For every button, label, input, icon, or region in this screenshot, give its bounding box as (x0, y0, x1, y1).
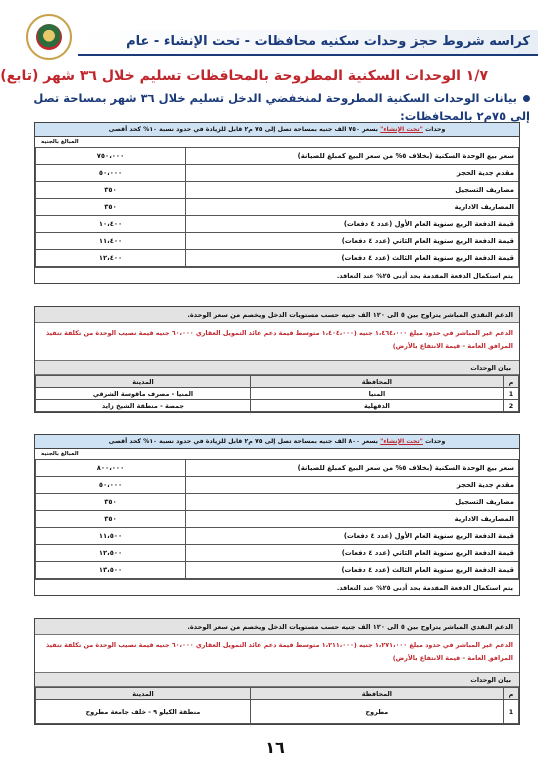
indirect-support-text: الدعم غير المباشر في حدود مبلغ ١،٤٦٤،٠٠٠ جنيه (١،٤٠٤،٠٠٠ متوسط قيمة دعم عائد التمويل العقاري ٦٠،٠٠٠ جنيه قيمة نصيب الوحدة من تكلفة تنفيذ المرافق العامة - قيمة الانتفاع بالأرض) (35, 323, 519, 361)
unit-num: 2 (503, 400, 518, 412)
unit-governorate: المنيا (250, 388, 503, 400)
fee-label: قيمة الدفعة الربع سنوية العام الأول (عدد ٤ دفعات) (186, 528, 519, 545)
unit-city: منطقة الكيلو ٩ - خلف جامعة مطروح (36, 700, 251, 724)
col-num: م (503, 688, 518, 700)
table-row (36, 460, 519, 477)
table-row (36, 700, 519, 724)
col-governorate: المحافظة (250, 688, 503, 700)
table-row (36, 388, 519, 400)
units-header-row (36, 688, 519, 700)
fee-label: قيمة الدفعة الربع سنوية العام الثالث (عدد ٤ دفعات) (186, 562, 519, 579)
fee-label: قيمة الدفعة الربع سنوية العام الأول (عدد ٤ دفعات) (186, 216, 519, 233)
unit-city: جمصة - منطقة الشيخ زايد (36, 400, 251, 412)
unit-price-header (35, 123, 519, 137)
fee-label: مصاريف التسجيل (186, 182, 519, 199)
unit-governorate: الدقهلية (250, 400, 503, 412)
unit-price-table-2 (34, 434, 520, 596)
page-number: ١٦ (265, 738, 285, 757)
table-row (36, 165, 519, 182)
header-status: "تحت الإنشاء" (380, 126, 423, 133)
fee-value: ١٠،٤٠٠ (36, 216, 186, 233)
header-status: "تحت الإنشاء" (380, 438, 423, 445)
units-table (35, 375, 519, 412)
fee-label: قيمة الدفعة الربع سنوية العام الثاني (عدد ٤ دفعات) (186, 233, 519, 250)
units-table (35, 687, 519, 724)
table-row (36, 250, 519, 267)
bullet-text: بيانات الوحدات السكنية المطروحة لمنخفضي الدخل تسليم خلال ٣٦ شهر بمساحة تصل إلى ٧٥م٢ بالمحافظات: (33, 91, 530, 123)
header-rest: بسعر ٨٠٠ الف جنيه بمساحة تصل إلى ٧٥ م٢ قابل للزيادة في حدود نسبة ١٠% كحد أقصى (108, 438, 378, 445)
fees-table (35, 147, 519, 267)
col-num: م (503, 376, 518, 388)
fee-label: سعر بيع الوحدة السكنية (بخلاف ٥% من سعر البيع كمبلغ للصيانة) (186, 460, 519, 477)
amount-header: المبالغ بالجنيه (41, 451, 79, 457)
table-row (36, 182, 519, 199)
fee-value: ٣٥٠ (36, 182, 186, 199)
table-row (36, 233, 519, 250)
col-city: المدينة (36, 376, 251, 388)
fee-value: ١٣،٥٠٠ (36, 562, 186, 579)
unit-price-header (35, 435, 519, 449)
fee-value: ٣٥٠ (36, 199, 186, 216)
support-and-units-2 (34, 618, 520, 725)
fee-value: ٧٥٠،٠٠٠ (36, 148, 186, 165)
header-prefix: وحدات (425, 438, 446, 445)
header-title: كراسه شروط حجز وحدات سكنيه محافظات - تحت الإنشاء - عام (126, 34, 530, 49)
bullet-dot-icon (523, 95, 530, 102)
down-payment-note: يتم استكمال الدفعة المقدمة بحد أدنى ٢٥% عند التعاقد. (35, 267, 519, 283)
units-header-row (36, 376, 519, 388)
table-row (36, 216, 519, 233)
header-rest: بسعر ٧٥٠ الف جنيه بمساحة تصل إلى ٧٥ م٢ قابل للزيادة في حدود نسبة ١٠% كحد أقصى (108, 126, 378, 133)
unit-governorate: مطروح (250, 700, 503, 724)
unit-num: 1 (503, 700, 518, 724)
ministry-logo (26, 14, 72, 60)
table-row (36, 477, 519, 494)
section-title: ١/٧ الوحدات السكنية المطروحة بالمحافظات تسليم خلال ٣٦ شهر (تابع) (0, 68, 488, 84)
table-row (36, 199, 519, 216)
table-row (36, 562, 519, 579)
table-row (36, 528, 519, 545)
fee-value: ١٢،٤٠٠ (36, 250, 186, 267)
fee-label: مصاريف التسجيل (186, 494, 519, 511)
fee-label: مقدم جدية الحجز (186, 477, 519, 494)
fee-label: مقدم جدية الحجز (186, 165, 519, 182)
table-row (36, 494, 519, 511)
fee-value: ٣٥٠ (36, 511, 186, 528)
col-governorate: المحافظة (250, 376, 503, 388)
fee-label: سعر بيع الوحدة السكنية (بخلاف ٥% من سعر البيع كمبلغ للصيانة) (186, 148, 519, 165)
header-bar (78, 30, 538, 56)
fee-label: المصاريف الادارية (186, 511, 519, 528)
fee-value: ٣٥٠ (36, 494, 186, 511)
table-row (36, 545, 519, 562)
page-header (18, 8, 538, 60)
fee-value: ١١،٤٠٠ (36, 233, 186, 250)
col-city: المدينة (36, 688, 251, 700)
unit-price-table-1 (34, 122, 520, 284)
fee-label: قيمة الدفعة الربع سنوية العام الثالث (عدد ٤ دفعات) (186, 250, 519, 267)
fees-table (35, 459, 519, 579)
fee-label: المصاريف الادارية (186, 199, 519, 216)
header-prefix: وحدات (425, 126, 446, 133)
support-and-units-1 (34, 306, 520, 413)
fee-value: ١٢،٥٠٠ (36, 545, 186, 562)
cash-support-line: الدعم النقدي المباشر يتراوح بين ٥ الى ١٢٠ الف جنيه حسب مستويات الدخل ويخصم من سعر الوحدة. (35, 619, 519, 635)
fee-value: ١١،٥٠٠ (36, 528, 186, 545)
bullet-paragraph (20, 89, 530, 125)
table-row (36, 400, 519, 412)
unit-num: 1 (503, 388, 518, 400)
cash-support-line: الدعم النقدي المباشر يتراوح بين ٥ الى ١٢٠ الف جنيه حسب مستويات الدخل ويخصم من سعر الوحدة. (35, 307, 519, 323)
fee-label: قيمة الدفعة الربع سنوية العام الثاني (عدد ٤ دفعات) (186, 545, 519, 562)
amount-header: المبالغ بالجنيه (41, 139, 79, 145)
table-row (36, 148, 519, 165)
unit-city: المنيا - مصرف ماقوسة الشرقي (36, 388, 251, 400)
units-title: بيان الوحدات (35, 673, 519, 687)
units-title: بيان الوحدات (35, 361, 519, 375)
fee-value: ٥٠،٠٠٠ (36, 165, 186, 182)
table-row (36, 511, 519, 528)
fee-value: ٨٠٠،٠٠٠ (36, 460, 186, 477)
down-payment-note: يتم استكمال الدفعة المقدمة بحد أدنى ٢٥% عند التعاقد. (35, 579, 519, 595)
indirect-support-text: الدعم غير المباشر في حدود مبلغ ١،٢٧١،٠٠٠ جنيه (١،٢١١،٠٠٠ متوسط قيمة دعم عائد التمويل العقاري ٦٠،٠٠٠ جنيه قيمة نصيب الوحدة من تكلفة تنفيذ المرافق العامة - قيمة الانتفاع بالأرض) (35, 635, 519, 673)
fee-value: ٥٠،٠٠٠ (36, 477, 186, 494)
